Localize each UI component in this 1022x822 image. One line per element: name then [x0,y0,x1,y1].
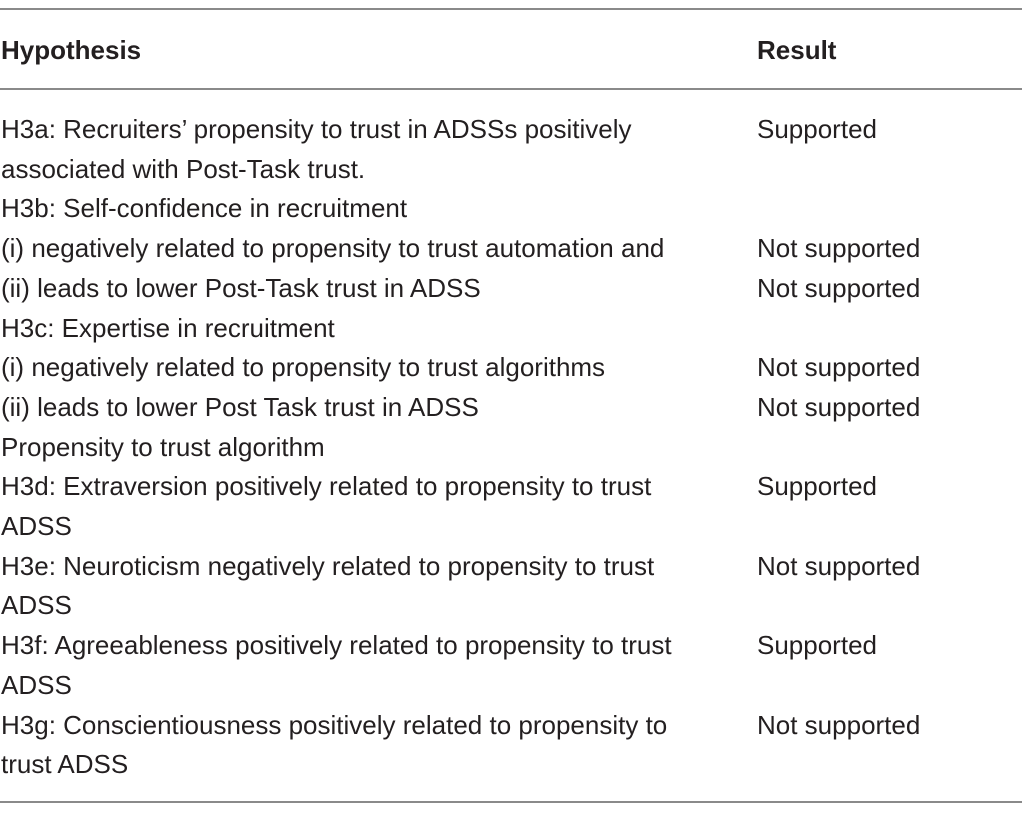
hypothesis-cell: (i) negatively related to propensity to trust automation and [1,233,665,264]
table-row [0,467,1022,546]
hypothesis-cell: H3a: Recruiters’ propensity to trust in ADSSs positively associated with Post-Task trust. [1,114,632,184]
hypothesis-cell: Propensity to trust algorithm [1,431,325,462]
table-row [0,428,1022,468]
table-bottom-rule [0,801,1022,803]
hypothesis-cell: H3c: Expertise in recruitment [1,312,335,343]
table-top-rule [0,8,1022,10]
result-cell: Not supported [757,709,921,740]
column-header-result: Result [757,35,837,65]
result-cell [756,428,1022,468]
hypothesis-cell: H3g: Conscientiousness positively related to propensity to trust ADSS [1,709,668,780]
hypothesis-cell: (ii) leads to lower Post Task trust in ADSS [1,391,479,422]
result-cell: Not supported [757,272,921,303]
hypothesis-cell: H3f: Agreeableness positively related to propensity to trust ADSS [1,630,672,700]
result-cell [756,189,1022,229]
hypothesis-cell: (ii) leads to lower Post-Task trust in ADSS [1,272,481,303]
table-body [0,110,1022,785]
result-cell: Not supported [757,352,921,383]
result-cell: Not supported [757,391,921,422]
result-cell: Not supported [757,550,921,581]
table-row [0,348,1022,388]
table-row [0,229,1022,269]
result-cell [756,309,1022,349]
hypothesis-cell: H3b: Self-confidence in recruitment [1,193,408,224]
result-cell: Not supported [757,233,921,264]
table-row [0,189,1022,229]
hypothesis-cell: H3e: Neuroticism negatively related to propensity to trust ADSS [1,550,655,621]
table-row [0,626,1022,705]
hypothesis-cell: H3d: Extraversion positively related to propensity to trust ADSS [1,471,652,542]
table-row [0,309,1022,349]
result-cell: Supported [757,114,877,144]
table-row [0,706,1022,785]
hypothesis-cell: (i) negatively related to propensity to trust algorithms [1,352,606,383]
result-cell: Supported [757,630,877,661]
table-row [0,388,1022,428]
result-cell: Supported [757,471,877,502]
table-row [0,269,1022,309]
table-row [0,110,1022,189]
table-row [0,547,1022,626]
table-header [0,30,1022,70]
column-header-hypothesis: Hypothesis [1,35,142,65]
table-header-rule [0,88,1022,90]
